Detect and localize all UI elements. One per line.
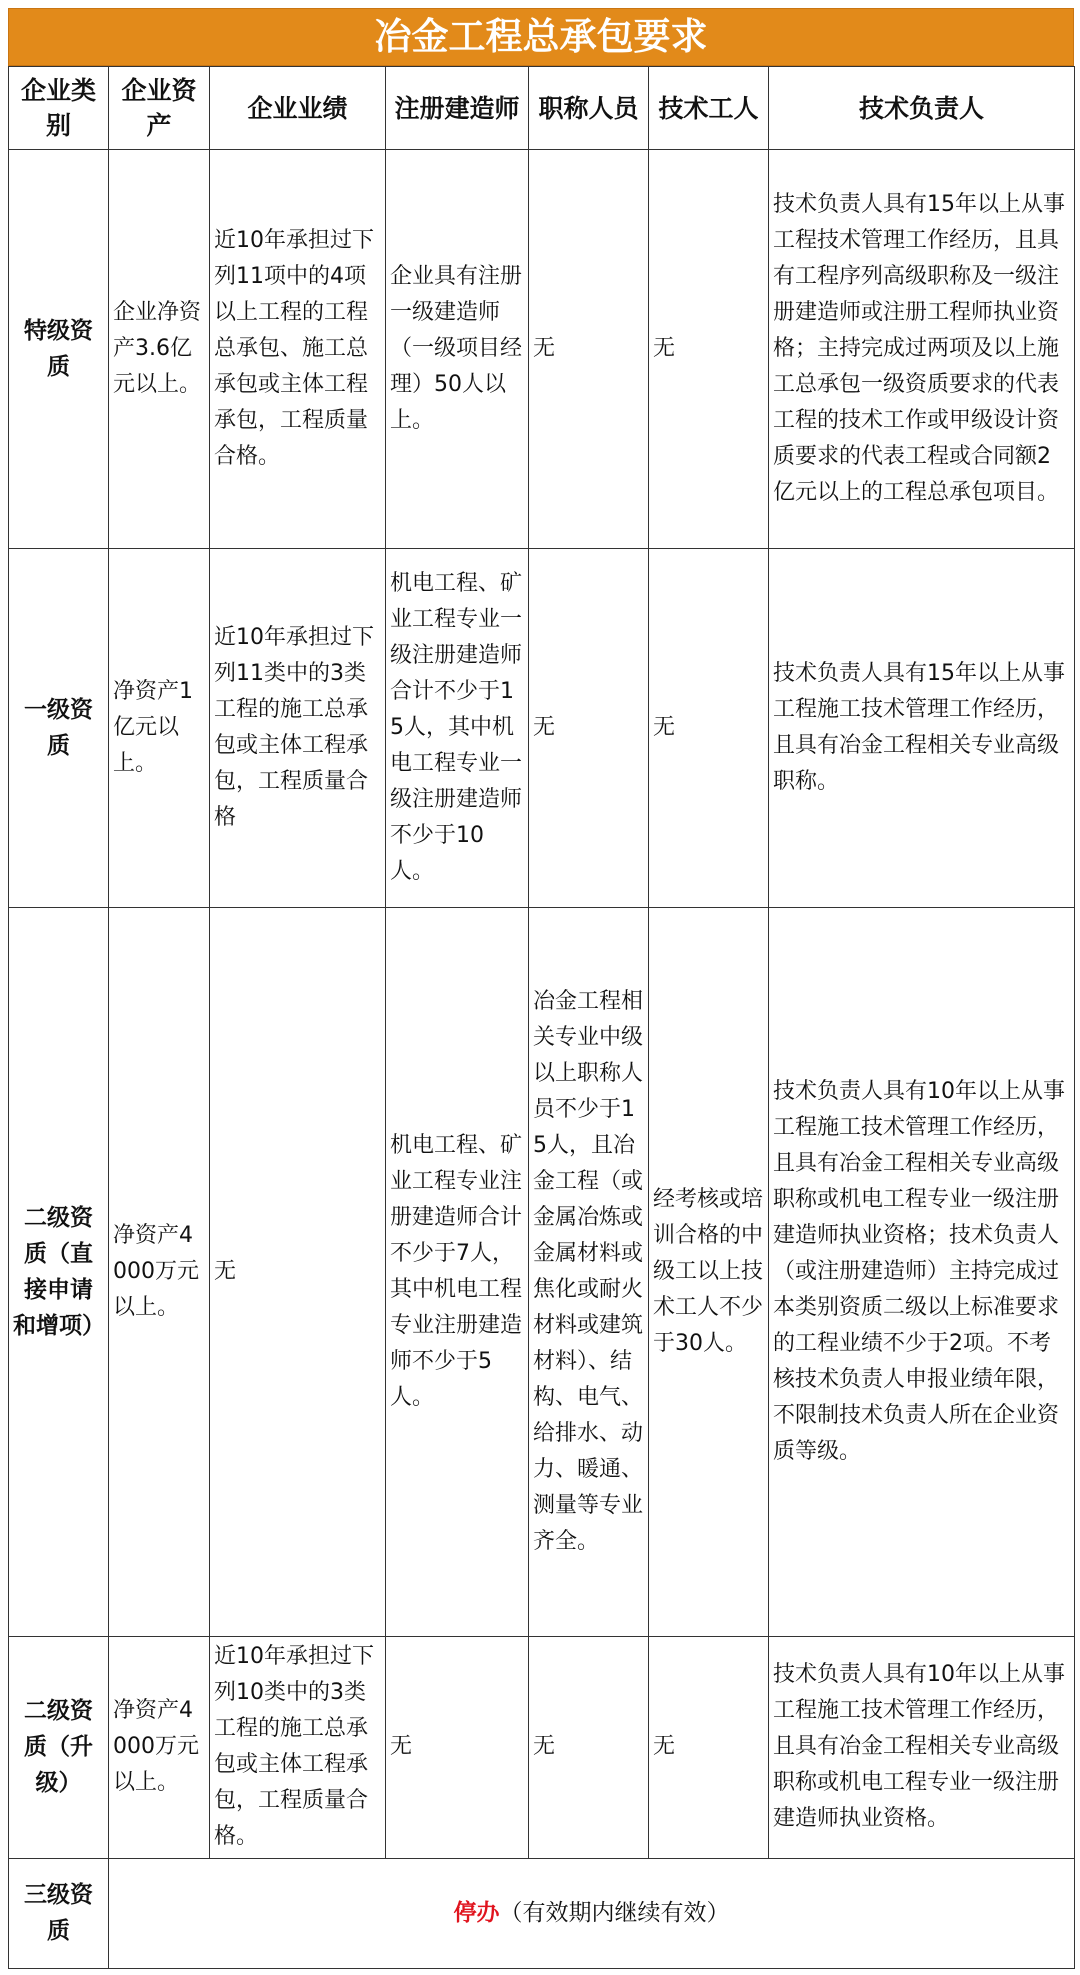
row-performance: 近10年承担过下列11类中的3类工程的施工总承包或主体工程承包，工程质量合格 xyxy=(210,549,386,908)
row-assets: 净资产4000万元以上。 xyxy=(109,1636,210,1858)
row-tech-lead: 技术负责人具有10年以上从事工程施工技术管理工作经历，且具有冶金工程相关专业高级职称或机电工程专业一级注册建造师执业资格。 xyxy=(769,1636,1075,1858)
row-workers: 经考核或培训合格的中级工以上技术工人不少于30人。 xyxy=(649,908,769,1636)
row-assets: 净资产4000万元以上。 xyxy=(109,908,210,1636)
row-category: 特级资质 xyxy=(9,150,109,549)
row-builders: 无 xyxy=(386,1636,529,1858)
table-row xyxy=(9,1636,1075,1858)
row-titled-staff: 无 xyxy=(529,150,649,549)
table-header-row xyxy=(9,67,1075,150)
table-row xyxy=(9,908,1075,1636)
row-titled-staff: 无 xyxy=(529,1636,649,1858)
row-category: 一级资质 xyxy=(9,549,109,908)
table-row-suspended xyxy=(9,1858,1075,1968)
header-builders: 注册建造师 xyxy=(386,67,529,150)
requirements-table xyxy=(8,66,1075,1969)
row-performance: 近10年承担过下列11项中的4项以上工程的工程总承包、施工总承包或主体工程承包，工程质量合格。 xyxy=(210,150,386,549)
row-workers: 无 xyxy=(649,150,769,549)
header-tech-lead: 技术负责人 xyxy=(769,67,1075,150)
suspended-notice xyxy=(109,1858,1075,1968)
row-assets: 净资产1亿元以上。 xyxy=(109,549,210,908)
header-performance: 企业业绩 xyxy=(210,67,386,150)
row-tech-lead: 技术负责人具有10年以上从事工程施工技术管理工作经历，且具有冶金工程相关专业高级职称或机电工程专业一级注册建造师执业资格；技术负责人（或注册建造师）主持完成过本类别资质二级以上标准要求的工程业绩不少于2项。不考核技术负责人申报业绩年限，不限制技术负责人所在企业资质等级。 xyxy=(769,908,1075,1636)
row-category: 二级资质（升级） xyxy=(9,1636,109,1858)
suspended-note: （有效期内继续有效） xyxy=(499,1900,730,1927)
row-performance: 无 xyxy=(210,908,386,1636)
row-builders: 机电工程、矿业工程专业注册建造师合计不少于7人，其中机电工程专业注册建造师不少于5人。 xyxy=(386,908,529,1636)
table-row xyxy=(9,549,1075,908)
suspended-status: 停办 xyxy=(453,1900,500,1927)
row-performance: 近10年承担过下列10类中的3类工程的施工总承包或主体工程承包，工程质量合格。 xyxy=(210,1636,386,1858)
requirements-sheet xyxy=(8,8,1074,1969)
row-builders: 企业具有注册一级建造师（一级项目经理）50人以上。 xyxy=(386,150,529,549)
row-category: 三级资质 xyxy=(9,1858,109,1968)
row-assets: 企业净资产3.6亿元以上。 xyxy=(109,150,210,549)
header-assets: 企业资产 xyxy=(109,67,210,150)
header-titled-staff: 职称人员 xyxy=(529,67,649,150)
row-titled-staff: 冶金工程相关专业中级以上职称人员不少于15人，且冶金工程（或金属冶炼或金属材料或焦化或耐火材料或建筑材料）、结构、电气、给排水、动力、暖通、测量等专业齐全。 xyxy=(529,908,649,1636)
row-builders: 机电工程、矿业工程专业一级注册建造师合计不少于15人，其中机电工程专业一级注册建造师不少于10人。 xyxy=(386,549,529,908)
row-workers: 无 xyxy=(649,549,769,908)
page-title: 冶金工程总承包要求 xyxy=(8,8,1074,66)
row-tech-lead: 技术负责人具有15年以上从事工程技术管理工作经历，且具有工程序列高级职称及一级注册建造师或注册工程师执业资格；主持完成过两项及以上施工总承包一级资质要求的代表工程的技术工作或甲级设计资质要求的代表工程或合同额2亿元以上的工程总承包项目。 xyxy=(769,150,1075,549)
row-tech-lead: 技术负责人具有15年以上从事工程施工技术管理工作经历，且具有冶金工程相关专业高级职称。 xyxy=(769,549,1075,908)
table-row xyxy=(9,150,1075,549)
row-workers: 无 xyxy=(649,1636,769,1858)
row-category: 二级资质（直接申请和增项） xyxy=(9,908,109,1636)
header-category: 企业类别 xyxy=(9,67,109,150)
row-titled-staff: 无 xyxy=(529,549,649,908)
header-workers: 技术工人 xyxy=(649,67,769,150)
